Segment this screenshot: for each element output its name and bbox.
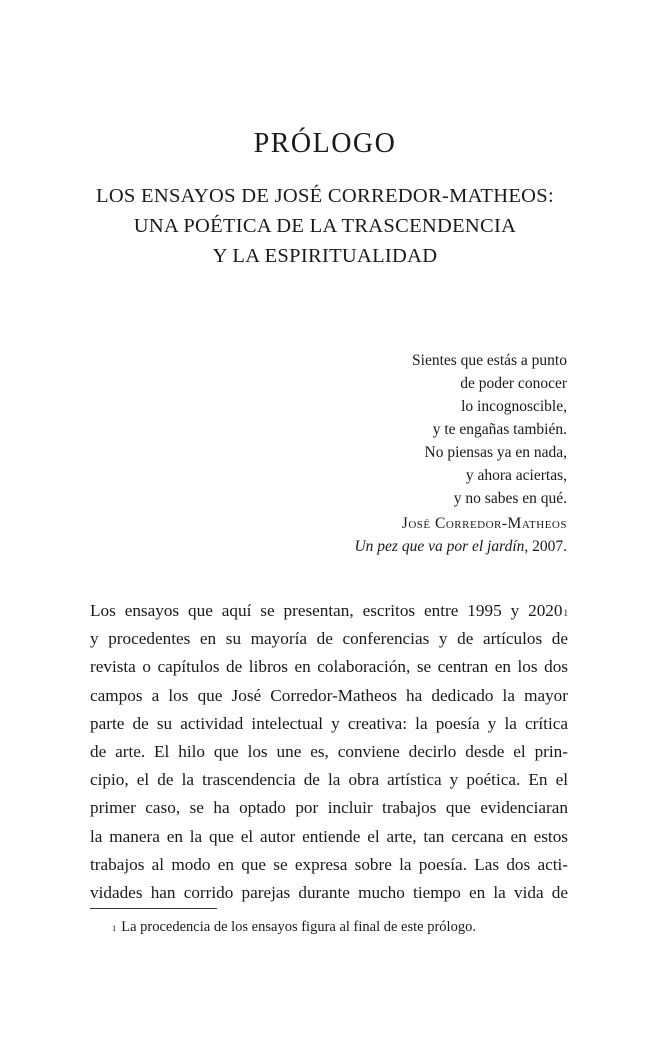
subtitle-line: Y LA ESPIRITUALIDAD bbox=[212, 245, 438, 267]
epigraph-author: José Corredor-Matheos bbox=[401, 515, 567, 532]
footnote-text: La procedencia de los ensayos figura al final de este prólogo. bbox=[121, 919, 476, 935]
body-line: parte de su actividad intelectual y creativa: la poesía y la crítica bbox=[90, 713, 568, 733]
body-line: cipio, el de la trascendencia de la obra artística y poética. En el bbox=[90, 770, 568, 790]
epigraph-verse: lo incognoscible, bbox=[461, 398, 567, 415]
epigraph-source-year: , 2007. bbox=[524, 538, 567, 555]
body-line: vidades han corrido parejas durante mucho tiempo en la vida de bbox=[90, 883, 568, 903]
footnote-marker: 1 bbox=[112, 923, 117, 933]
epigraph-verse: Sientes que estás a punto bbox=[412, 352, 567, 369]
body-line-text: Los ensayos que aquí se presentan, escritos entre 1995 y 2020 bbox=[90, 601, 563, 620]
epigraph-source bbox=[247, 535, 567, 558]
body-line bbox=[90, 597, 568, 625]
chapter-subtitle bbox=[80, 181, 570, 271]
epigraph-verse: y te engañas también. bbox=[432, 421, 567, 438]
footnote-separator bbox=[90, 908, 217, 909]
body-line: y procedentes en su mayoría de conferencias y de artículos de bbox=[90, 629, 568, 649]
body-line: de arte. El hilo que los une es, conviene decirlo desde el prin- bbox=[90, 742, 568, 762]
body-line: trabajos al modo en que se expresa sobre la poesía. Las dos acti- bbox=[90, 854, 568, 874]
footnote-reference[interactable]: 1 bbox=[563, 608, 568, 618]
epigraph-verse: de poder conocer bbox=[460, 375, 567, 392]
body-line: campos a los que José Corredor-Matheos ha dedicado la mayor bbox=[90, 685, 568, 705]
epigraph bbox=[247, 349, 567, 558]
subtitle-line: LOS ENSAYOS DE JOSÉ CORREDOR-MATHEOS: bbox=[96, 185, 554, 207]
subtitle-line: UNA POÉTICA DE LA TRASCENDENCIA bbox=[133, 215, 517, 237]
epigraph-verse: y ahora aciertas, bbox=[465, 467, 567, 484]
body-line: primer caso, se ha optado por incluir trabajos que evidenciaran bbox=[90, 798, 568, 818]
body-line: revista o capítulos de libros en colaboración, se centran en los dos bbox=[90, 657, 568, 677]
epigraph-verse: y no sabes en qué. bbox=[453, 490, 567, 507]
epigraph-source-title: Un pez que va por el jardín bbox=[354, 538, 525, 555]
body-paragraph bbox=[90, 597, 568, 907]
epigraph-verse: No piensas ya en nada, bbox=[424, 444, 567, 461]
body-line: la manera en la que el autor entiende el arte, tan cercana en estos bbox=[90, 826, 568, 846]
footnote bbox=[112, 916, 572, 938]
chapter-title: PRÓLOGO bbox=[253, 128, 397, 159]
